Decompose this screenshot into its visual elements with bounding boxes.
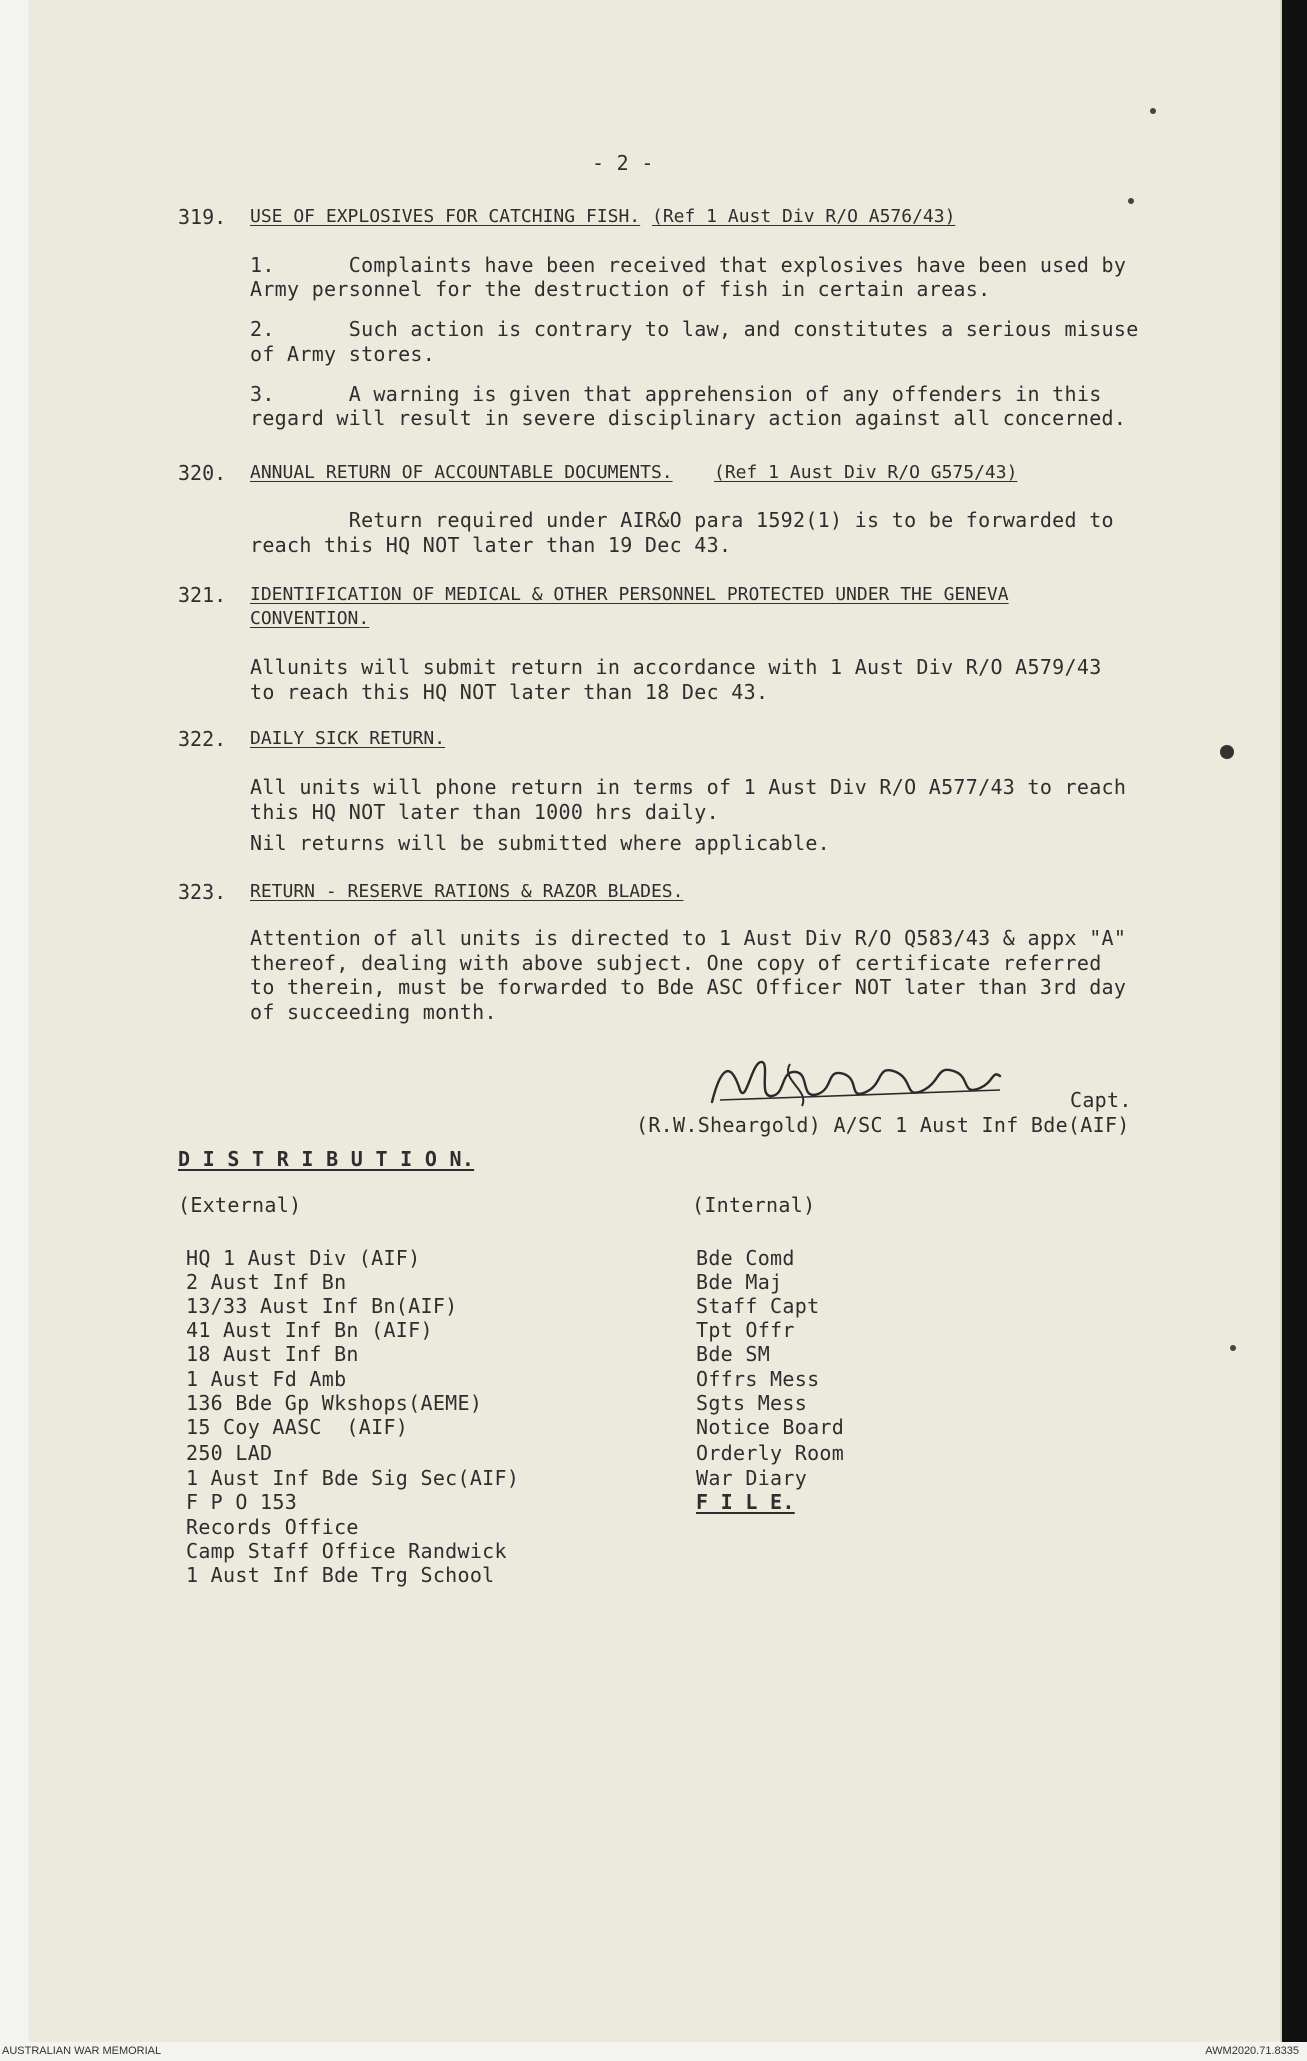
punch-hole-mark xyxy=(1220,745,1234,759)
list-item: 41 Aust Inf Bn (AIF) xyxy=(186,1318,433,1342)
paragraph-line: thereof, dealing with above subject. One copy of certificate referred xyxy=(250,951,1102,975)
archive-name: AUSTRALIAN WAR MEMORIAL xyxy=(2,2045,162,2057)
paragraph-line: to therein, must be forwarded to Bde ASC Officer NOT later than 3rd day xyxy=(250,975,1127,999)
handwritten-signature xyxy=(700,1050,1120,1110)
list-item-file: F I L E. xyxy=(696,1490,795,1514)
list-item: 13/33 Aust Inf Bn(AIF) xyxy=(186,1294,458,1318)
list-item: Offrs Mess xyxy=(696,1367,820,1391)
document-page xyxy=(30,0,1282,2042)
paragraph-line: Return required under AIR&O para 1592(1) is to be forwarded to xyxy=(250,508,1114,532)
paragraph-line: Attention of all units is directed to 1 Aust Div R/O Q583/43 & appx "A" xyxy=(250,926,1127,950)
signatory-name: (R.W.Sheargold) A/SC 1 Aust Inf Bde(AIF) xyxy=(636,1113,1130,1137)
section-reference: (Ref 1 Aust Div R/O G575/43) xyxy=(714,462,1018,483)
paragraph-line: 3. A warning is given that apprehension of any offenders in this xyxy=(250,382,1102,406)
list-item: 1 Aust Inf Bde Trg School xyxy=(186,1563,495,1587)
page-number: - 2 - xyxy=(592,151,654,175)
list-item: Bde SM xyxy=(696,1342,771,1366)
list-item: 1 Aust Inf Bde Sig Sec(AIF) xyxy=(186,1466,520,1490)
list-item: 2 Aust Inf Bn xyxy=(186,1270,347,1294)
archive-reference: AWM2020.71.8335 xyxy=(1205,2045,1299,2057)
list-item: 250 LAD xyxy=(186,1441,273,1465)
paragraph-line: 2. Such action is contrary to law, and constitutes a serious misuse xyxy=(250,317,1139,341)
list-item: Sgts Mess xyxy=(696,1391,808,1415)
paragraph-line: All units will phone return in terms of 1 Aust Div R/O A577/43 to reach xyxy=(250,775,1127,799)
scan-speck xyxy=(1128,198,1134,204)
paragraph-line: Army personnel for the destruction of fish in certain areas. xyxy=(250,277,991,301)
list-item: Camp Staff Office Randwick xyxy=(186,1539,507,1563)
paragraph-line: to reach this HQ NOT later than 18 Dec 43. xyxy=(250,680,769,704)
section-number: 320. xyxy=(178,461,227,485)
section-number: 319. xyxy=(178,205,227,229)
list-item: Records Office xyxy=(186,1515,359,1539)
distribution-title: D I S T R I B U T I O N. xyxy=(178,1147,475,1171)
scan-speck xyxy=(1230,1345,1236,1351)
list-item: Notice Board xyxy=(696,1415,845,1439)
list-item: War Diary xyxy=(696,1466,808,1490)
section-heading: USE OF EXPLOSIVES FOR CATCHING FISH. xyxy=(250,206,641,227)
list-item: Tpt Offr xyxy=(696,1318,795,1342)
paragraph-line: of Army stores. xyxy=(250,342,436,366)
section-heading: IDENTIFICATION OF MEDICAL & OTHER PERSONNEL PROTECTED UNDER THE GENEVA xyxy=(250,584,1009,605)
archive-footer xyxy=(0,2042,1307,2061)
paragraph-line: 1. Complaints have been received that explosives have been used by xyxy=(250,253,1127,277)
section-heading: RETURN - RESERVE RATIONS & RAZOR BLADES. xyxy=(250,881,684,902)
list-item: Bde Comd xyxy=(696,1246,795,1270)
paragraph-line: reach this HQ NOT later than 19 Dec 43. xyxy=(250,533,732,557)
section-heading-continued: CONVENTION. xyxy=(250,608,370,629)
signatory-rank: Capt. xyxy=(1070,1088,1132,1112)
section-number: 321. xyxy=(178,583,227,607)
paragraph-line: regard will result in severe disciplinary action against all concerned. xyxy=(250,406,1127,430)
list-item: 18 Aust Inf Bn xyxy=(186,1342,359,1366)
paragraph-line: of succeeding month. xyxy=(250,1000,497,1024)
paragraph-line: Allunits will submit return in accordance with 1 Aust Div R/O A579/43 xyxy=(250,655,1102,679)
list-item: Staff Capt xyxy=(696,1294,820,1318)
list-item: 1 Aust Fd Amb xyxy=(186,1367,347,1391)
section-heading: ANNUAL RETURN OF ACCOUNTABLE DOCUMENTS. xyxy=(250,462,673,483)
external-label: (External) xyxy=(178,1193,302,1217)
scan-border xyxy=(1282,0,1307,2061)
list-item: Bde Maj xyxy=(696,1270,783,1294)
section-number: 322. xyxy=(178,727,227,751)
scan-speck xyxy=(1150,108,1156,114)
list-item: F P O 153 xyxy=(186,1490,298,1514)
section-reference: (Ref 1 Aust Div R/O A576/43) xyxy=(652,206,956,227)
section-number: 323. xyxy=(178,880,227,904)
section-heading: DAILY SICK RETURN. xyxy=(250,728,446,749)
paragraph-line: Nil returns will be submitted where applicable. xyxy=(250,831,831,855)
internal-label: (Internal) xyxy=(692,1193,816,1217)
list-item: 15 Coy AASC (AIF) xyxy=(186,1415,409,1439)
list-item: HQ 1 Aust Div (AIF) xyxy=(186,1246,421,1270)
paragraph-line: this HQ NOT later than 1000 hrs daily. xyxy=(250,800,719,824)
list-item: 136 Bde Gp Wkshops(AEME) xyxy=(186,1391,483,1415)
list-item: Orderly Room xyxy=(696,1441,845,1465)
